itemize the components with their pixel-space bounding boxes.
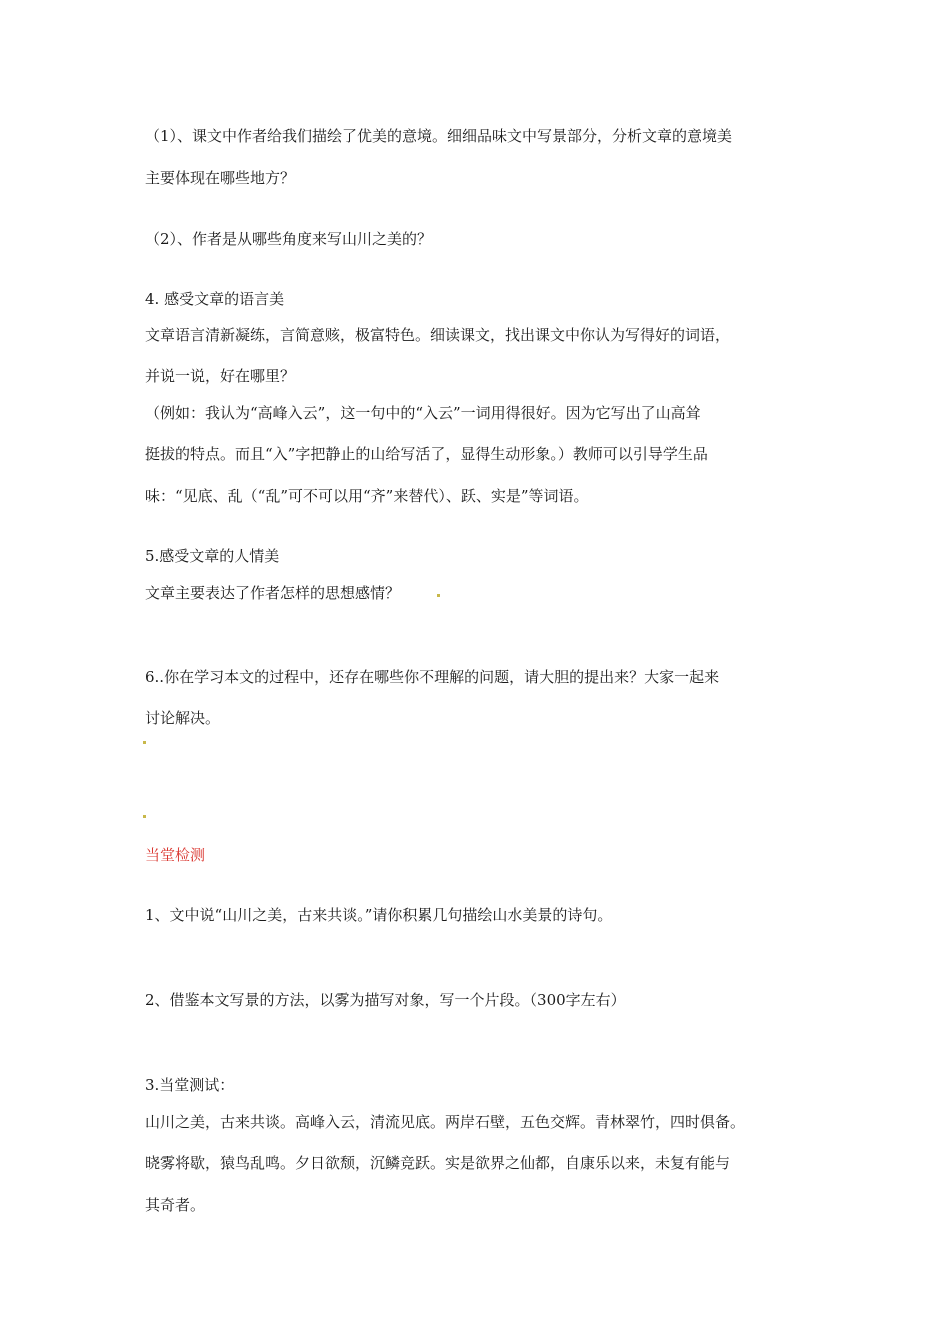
section-4-line-5: 味：“见底、乱（“乱”可不可以用“齐”来替代）、跃、实是”等词语。 <box>145 487 589 505</box>
section-4-line-2: 并说一说，好在哪里？ <box>145 367 296 385</box>
check-heading: 当堂检测 <box>145 846 206 864</box>
passage-line-2: 晓雾将歇，猿鸟乱鸣。夕日欲颓，沉鳞竞跃。实是欲界之仙都，自康乐以来，未复有能与 <box>145 1154 731 1172</box>
section-5-line-1: 文章主要表达了作者怎样的思想感情？ <box>145 584 401 602</box>
question-2: （2）、作者是从哪些角度来写山川之美的？ <box>145 230 433 248</box>
check-item-1: 1、文中说“山川之美，古来共谈。”请你积累几句描绘山水美景的诗句。 <box>145 906 613 924</box>
section-4-line-1: 文章语言清新凝练，言简意赅，极富特色。细读课文，找出课文中你认为写得好的词语， <box>145 326 731 344</box>
passage-line-1: 山川之美，古来共谈。高峰入云，清流见底。两岸石壁，五色交辉。青林翠竹，四时俱备。 <box>145 1113 746 1131</box>
section-4-title: 4. 感受文章的语言美 <box>145 290 285 308</box>
section-6-line-2: 讨论解决。 <box>145 709 221 727</box>
marker-dot <box>143 815 146 818</box>
section-4-line-4: 挺拔的特点。而且“入”字把静止的山给写活了，显得生动形象。）教师可以引导学生品 <box>145 445 708 463</box>
section-5-title: 5.感受文章的人情美 <box>145 547 280 565</box>
marker-dot <box>437 594 440 597</box>
check-item-2: 2、借鉴本文写景的方法，以雾为描写对象，写一个片段。（300字左右） <box>145 991 626 1009</box>
section-4-line-3: （例如：我认为“高峰入云”，这一句中的“入云”一词用得很好。因为它写出了山高耸 <box>145 404 701 422</box>
marker-dot <box>143 741 146 744</box>
check-item-3-title: 3.当堂测试： <box>145 1076 235 1094</box>
question-1-line-2: 主要体现在哪些地方？ <box>145 169 296 187</box>
question-1-line-1: （1）、课文中作者给我们描绘了优美的意境。细细品味文中写景部分，分析文章的意境美 <box>145 127 733 145</box>
section-6-line-1: 6..你在学习本文的过程中，还存在哪些你不理解的问题，请大胆的提出来？大家一起来 <box>145 668 720 686</box>
passage-line-3: 其奇者。 <box>145 1196 206 1214</box>
